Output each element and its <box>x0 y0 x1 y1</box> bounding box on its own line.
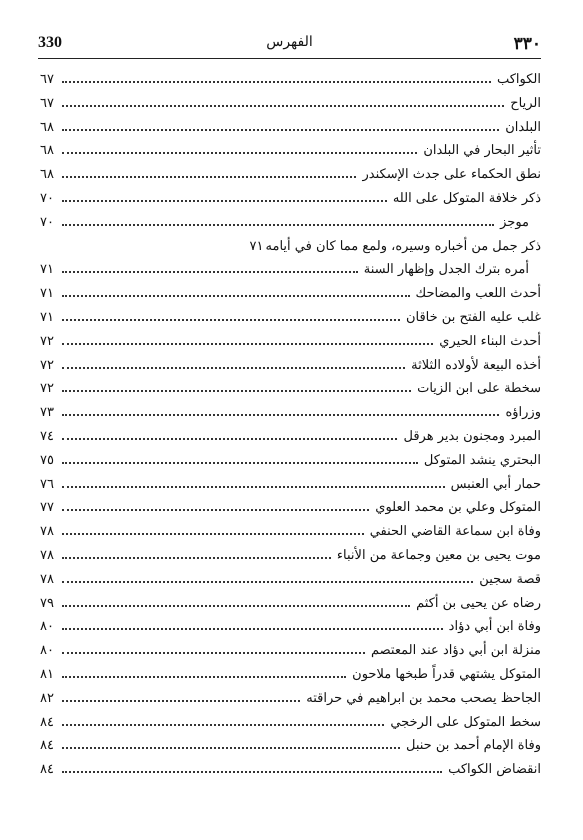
dot-leader <box>62 293 410 297</box>
toc-entry <box>40 425 541 449</box>
toc-entry-title: حمار أبي العنبس <box>450 476 541 492</box>
toc-entry-page: ٧٩ <box>40 595 54 611</box>
toc-entry-title: أخذه البيعة لأولاده الثلاثة <box>411 357 541 373</box>
toc-entry-page: ٧٠ <box>40 214 54 230</box>
toc-entry-page: ٧٥ <box>40 452 54 468</box>
toc-entry <box>40 615 541 639</box>
toc-entry-title: المتوكل وعلي بن محمد العلوي <box>375 500 541 516</box>
toc-entry <box>40 639 541 663</box>
toc-entry-page: ٧١ <box>249 238 264 254</box>
toc-entry-page: ٧٢ <box>40 357 54 373</box>
toc-entry-title: ذكر جمل من أخباره وسيره، ولمع مما كان في أيامه <box>265 238 541 254</box>
toc-entry-page: ٨١ <box>40 666 54 682</box>
toc-entry-page: ٨٠ <box>40 619 54 635</box>
dot-leader <box>62 769 442 773</box>
toc-entry-page: ٧٢ <box>40 333 54 349</box>
toc-entry-title: البحتري ينشد المتوكل <box>423 452 541 468</box>
dot-leader <box>62 745 400 749</box>
toc-entry-page: ٨٤ <box>40 714 54 730</box>
toc-entry <box>40 592 541 616</box>
dot-leader <box>62 103 504 107</box>
toc-entry <box>40 330 541 354</box>
toc-entry-title: غلب عليه الفتح بن خاقان <box>405 309 541 325</box>
page-header <box>38 34 541 59</box>
toc-entry-page: ٨٠ <box>40 643 54 659</box>
dot-leader <box>62 198 387 202</box>
dot-leader <box>62 579 473 583</box>
dot-leader <box>62 650 365 654</box>
toc-entry-page: ٧١ <box>40 286 54 302</box>
toc-entry <box>40 354 541 378</box>
dot-leader <box>62 460 418 464</box>
dot-leader <box>62 341 433 345</box>
dot-leader <box>62 79 491 83</box>
toc-entry <box>40 211 541 235</box>
toc-entry <box>40 187 541 211</box>
toc-entry-title: أحدث البناء الحيري <box>439 333 541 349</box>
dot-leader <box>62 127 499 131</box>
toc-entry-page: ٧٤ <box>40 428 54 444</box>
toc-entry-page: ٦٨ <box>40 167 54 183</box>
toc-entry <box>40 401 541 425</box>
dot-leader <box>62 222 494 226</box>
toc-entry-title: سخطة على ابن الزيات <box>417 381 541 397</box>
dot-leader <box>62 436 397 440</box>
toc-entry <box>40 449 541 473</box>
toc-entry-page: ٧٧ <box>40 500 54 516</box>
dot-leader <box>62 484 445 488</box>
toc-entry-page: ٧٠ <box>40 190 54 206</box>
toc-entry-title: الرياح <box>510 95 541 111</box>
toc-entry-title: سخط المتوكل على الرخجي <box>390 714 541 730</box>
toc-entry <box>40 92 541 116</box>
toc-entry-page: ٦٨ <box>40 119 54 135</box>
toc-entry <box>40 163 541 187</box>
table-of-contents <box>40 68 541 782</box>
toc-entry-page: ٧٦ <box>40 476 54 492</box>
toc-entry <box>40 568 541 592</box>
dot-leader <box>62 174 356 178</box>
toc-entry-title: وفاة الإمام أحمد بن حنبل <box>405 738 541 754</box>
toc-entry <box>40 139 541 163</box>
dot-leader <box>62 507 369 511</box>
toc-entry-title: موجز <box>500 214 529 230</box>
toc-entry-page: ٧١ <box>40 262 54 278</box>
toc-entry <box>40 758 541 782</box>
toc-entry-page: ٦٨ <box>40 143 54 159</box>
toc-entry <box>40 687 541 711</box>
toc-entry-title: موت يحيى بن معين وجماعة من الأنباء <box>336 547 541 563</box>
toc-entry <box>40 377 541 401</box>
toc-entry-title: قصة سجين <box>479 571 541 587</box>
toc-entry <box>40 116 541 140</box>
toc-entry-title: وزراؤه <box>505 405 541 421</box>
running-title: الفهرس <box>266 34 313 50</box>
toc-entry-title: أحدث اللعب والمضاحك <box>415 286 541 302</box>
toc-entry <box>40 473 541 497</box>
toc-entry-title: نطق الحكماء على جدث الإسكندر <box>362 167 541 183</box>
toc-entry <box>40 306 541 330</box>
dot-leader <box>62 365 405 369</box>
dot-leader <box>62 531 364 535</box>
toc-entry-title: تأثير البحار في البلدان <box>423 143 541 159</box>
dot-leader <box>62 698 300 702</box>
toc-entry-title: أمره بترك الجدل وإظهار السنة <box>363 262 529 278</box>
toc-entry <box>40 544 541 568</box>
toc-entry-page: ٦٧ <box>40 72 54 87</box>
toc-entry <box>40 258 541 282</box>
toc-entry-page: ٨٢ <box>40 690 54 706</box>
dot-leader <box>62 722 384 726</box>
toc-entry <box>40 734 541 758</box>
toc-entry-title: الكواكب <box>496 72 541 87</box>
dot-leader <box>62 150 417 154</box>
toc-entry-page: ٧٨ <box>40 571 54 587</box>
toc-entry <box>40 496 541 520</box>
toc-entry-title: وفاة ابن سماعة القاضي الحنفي <box>369 524 541 540</box>
toc-entry-page: ٨٤ <box>40 762 54 778</box>
toc-entry-page: ٧٢ <box>40 381 54 397</box>
toc-entry-title: انقضاض الكواكب <box>448 762 541 778</box>
dot-leader <box>62 269 358 273</box>
toc-entry <box>40 282 541 306</box>
toc-entry <box>40 68 541 92</box>
toc-entry <box>40 235 541 259</box>
dot-leader <box>62 603 410 607</box>
toc-entry-title: المتوكل يشتهي قدراً طبخها ملاحون <box>352 666 541 682</box>
toc-entry-page: ٧٣ <box>40 405 54 421</box>
dot-leader <box>62 388 411 392</box>
toc-entry-title: وفاة ابن أبي دؤاد <box>448 619 541 635</box>
dot-leader <box>62 626 443 630</box>
toc-entry-title: البلدان <box>505 119 541 135</box>
page-number-latin: 330 <box>38 34 62 51</box>
toc-entry-page: ٧١ <box>40 309 54 325</box>
toc-entry-page: ٧٨ <box>40 547 54 563</box>
toc-entry <box>40 711 541 735</box>
toc-entry-title: ذكر خلافة المتوكل على الله <box>392 190 541 206</box>
toc-entry <box>40 663 541 687</box>
toc-entry-title: المبرد ومجنون بدير هرقل <box>403 428 541 444</box>
page-number-arabic: ٣٣٠ <box>513 34 541 54</box>
toc-entry <box>40 520 541 544</box>
toc-entry-title: رضاه عن يحيى بن أكثم <box>416 595 541 611</box>
dot-leader <box>62 412 499 416</box>
dot-leader <box>62 674 346 678</box>
dot-leader <box>62 555 331 559</box>
toc-entry-title: منزلة ابن أبي دؤاد عند المعتصم <box>370 643 541 659</box>
toc-entry-page: ٨٤ <box>40 738 54 754</box>
dot-leader <box>62 317 400 321</box>
toc-entry-page: ٦٧ <box>40 95 54 111</box>
toc-entry-title: الجاحظ يصحب محمد بن ابراهيم في حراقته <box>306 690 541 706</box>
toc-entry-page: ٧٨ <box>40 524 54 540</box>
